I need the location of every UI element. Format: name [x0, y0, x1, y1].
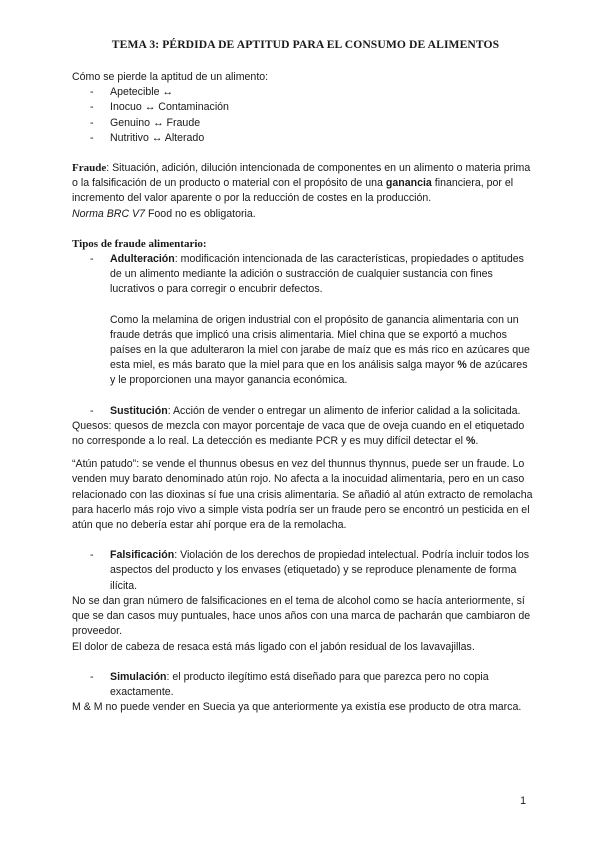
adulteracion-example-after: de azúcares y le proporcionen una mayor ganancia económica. [110, 359, 528, 387]
falsificacion-note2: El dolor de cabeza de resaca está más ligado con el jabón residual de los lavavajillas. [72, 640, 475, 653]
list-item: - Genuino ↔ Fraude [72, 116, 534, 131]
adulteracion-definition: : modificación intencionada de las características, propiedades o aptitudes de un alimento mediante la adición o sustracción de cualquier sustancia con fines lucrativos o para corregir o encubrir defectos. [110, 253, 524, 296]
falsificacion-note1: No se dan gran número de falsificaciones en el tema de alcohol como se hacía anteriormente, sí que se dan casos muy puntuales, hace unos años con una marca de pacharán que cambiaron de proveedor. [72, 594, 531, 638]
falsificacion-term: Falsificación [110, 549, 175, 562]
norma-label: Norma BRC V7 [72, 207, 145, 220]
simulacion-note: M & M no puede vender en Suecia ya que anteriormente ya existía ese producto de otra marca. [72, 701, 522, 714]
quesos-before: Quesos: quesos de mezcla con mayor porcentaje de vaca que de oveja cuando en el etiquetado no corresponde a lo real. La detección es mediante PCR y es muy difícil detectar el [72, 419, 525, 448]
falsificacion-definition: : Violación de los derechos de propiedad intelectual. Podría incluir todos los aspectos del producto y los envases (etiquetado) y se reproduce plenamente de forma ilícita. [110, 549, 530, 592]
adulteracion-example-bold: % [457, 359, 467, 372]
sustitucion-term: Sustitución [110, 404, 168, 417]
simulacion-definition: : el producto ilegítimo está diseñado para que parezca pero no copia exactamente. [110, 670, 489, 698]
list-item: - Nutritivo ↔ Alterado [72, 131, 534, 146]
quesos-paragraph [72, 419, 534, 449]
fraude-text-before: : Situación, adición, dilución intencionada de componentes en un alimento o materia prima o la falsificación de un producto o material con el propósito de una [72, 162, 531, 190]
sustitucion-definition: : Acción de vender o entregar un alimento de inferior calidad a la solicitada. [167, 404, 521, 417]
adulteracion-example [72, 313, 534, 389]
adulteracion-item [72, 252, 534, 298]
aptitud-list [72, 85, 534, 146]
list-item: - Apetecible ↔ [72, 85, 534, 100]
adulteracion-term: Adulteración [110, 253, 175, 266]
quesos-bold: % [465, 435, 476, 448]
norma-line [72, 207, 534, 222]
simulacion-item [72, 670, 534, 700]
simulacion-term: Simulación [110, 670, 167, 683]
fraude-paragraph [72, 161, 534, 207]
quesos-after: . [475, 435, 479, 448]
page-title: TEMA 3: PÉRDIDA DE APTITUD PARA EL CONSUMO DE ALIMENTOS [111, 38, 500, 51]
falsificacion-item [72, 548, 534, 594]
fraude-text-after: financiera, por el incremento del valor aparente o por la reducción de costes en la producción. [72, 177, 514, 205]
document-page [72, 36, 534, 715]
page-number: 1 [520, 795, 526, 807]
intro-question: Cómo se pierde la aptitud de un alimento: [72, 71, 269, 83]
fraude-term: Fraude [72, 162, 107, 175]
fraude-bold-word: ganancia [385, 177, 432, 190]
list-item: - Inocuo ↔ Contaminación [72, 100, 534, 115]
tipos-heading: Tipos de fraude alimentario: [72, 237, 207, 250]
adulteracion-example-before: Como la melamina de origen industrial con el propósito de ganancia alimentaria con un fraude detrás que implicó una crisis alimentaria. Miel china que se exportó a muchos países en la que adulteraron la miel con jarabe de maíz que es más rico en azúcares que esta miel, es más barato que la miel para que en los análisis salga mayor [110, 313, 530, 372]
norma-text: Food no es obligatoria. [145, 207, 256, 220]
atun-paragraph: “Atún patudo”: se vende el thunnus obesus en vez del thunnus thynnus, puede ser un fraude. Lo venden muy barato denominado atún rojo. No afecta a la inocuidad alimentaria, pero en un caso relacionado con las dioxinas sí fue una crisis alimentaria. Se añadió al atún extracto de remolacha para hacerlo más rojo vivo a simple vista podría ser un fraude pero se encontró un pesticida en el atún que no debería estar ahí porque era de la remolacha. [72, 458, 533, 532]
sustitucion-item [72, 404, 534, 419]
